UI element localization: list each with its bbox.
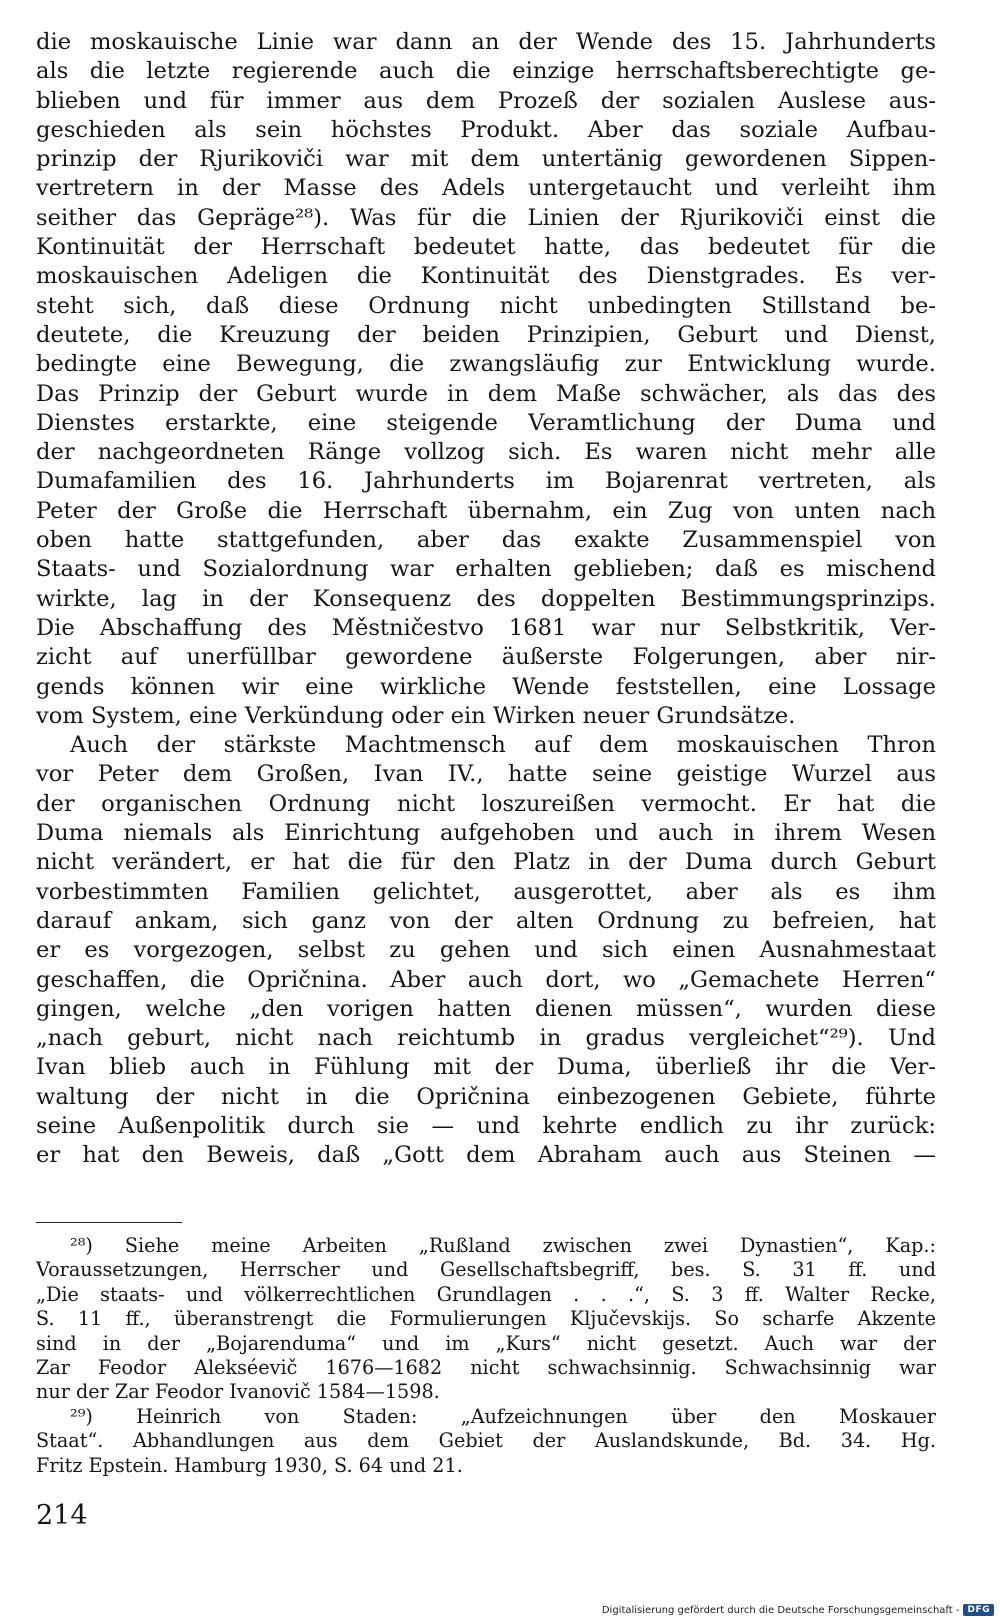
footnotes — [36, 1234, 936, 1478]
text-line: der nachgeordneten Ränge vollzog sich. Es waren nicht mehr alle — [36, 439, 936, 466]
text-line: seither das Gepräge²⁸). Was für die Linien der Rjurikoviči einst die — [36, 204, 936, 231]
text-line: Die Abschaffung des Městničestvo 1681 war nur Selbstkritik, Ver- — [36, 614, 936, 641]
footnote-line: ²⁹) Heinrich von Staden: „Aufzeichnungen über den Moskauer — [70, 1404, 936, 1428]
main-text — [36, 28, 936, 1171]
text-line: moskauischen Adeligen die Kontinuität des Dienstgrades. Es ver- — [36, 263, 936, 290]
page-body — [36, 28, 936, 1171]
text-line: zicht auf unerfüllbar gewordene äußerste Folgerungen, aber nir- — [36, 644, 936, 671]
footnote-line: sind in der „Bojarenduma“ und im „Kurs“ nicht gesetzt. Auch war der — [36, 1331, 936, 1355]
text-line: Ivan blieb auch in Fühlung mit der Duma, überließ ihr die Ver- — [36, 1054, 936, 1081]
text-line: er hat den Beweis, daß „Gott dem Abraham auch aus Steinen — — [36, 1142, 936, 1169]
digitization-credit — [602, 1604, 994, 1616]
text-line: Dienstes erstarkte, eine steigende Veramtlichung der Duma und — [36, 409, 936, 436]
text-line: steht sich, daß diese Ordnung nicht unbedingten Stillstand be- — [36, 292, 936, 319]
text-line: Staats- und Sozialordnung war erhalten geblieben; daß es mischend — [36, 556, 936, 583]
text-line: der organischen Ordnung nicht loszureißen vermocht. Er hat die — [36, 790, 936, 817]
text-line: „nach geburt, nicht nach reichtumb in gradus vergleichet“²⁹). Und — [36, 1025, 936, 1052]
text-line: vertretern in der Masse des Adels untergetaucht und verleiht ihm — [36, 175, 936, 202]
text-line: vor Peter dem Großen, Ivan IV., hatte seine geistige Wurzel aus — [36, 761, 936, 788]
text-line: Duma niemals als Einrichtung aufgehoben und auch in ihrem Wesen — [36, 820, 936, 847]
text-line: seine Außenpolitik durch sie — und kehrte endlich zu ihr zurück: — [36, 1112, 936, 1139]
text-line: geschieden als sein höchstes Produkt. Aber das soziale Aufbau- — [36, 116, 936, 143]
footnote-line: Fritz Epstein. Hamburg 1930, S. 64 und 21. — [36, 1453, 463, 1477]
text-line: Auch der stärkste Machtmensch auf dem moskauischen Thron — [70, 732, 936, 759]
footnote-divider — [36, 1222, 182, 1223]
text-line: prinzip der Rjurikoviči war mit dem untertänig gewordenen Sippen- — [36, 146, 936, 173]
text-line: gends können wir eine wirkliche Wende feststellen, eine Lossage — [36, 673, 936, 700]
dfg-logo-icon: DFG — [963, 1604, 994, 1616]
text-line: bedingte eine Bewegung, die zwangsläufig zur Entwicklung wurde. — [36, 351, 936, 378]
footnote-line: Voraussetzungen, Herrscher und Gesellschaftsbegriff, bes. S. 31 ff. und — [36, 1258, 936, 1282]
text-line: Dumafamilien des 16. Jahrhunderts im Bojarenrat vertreten, als — [36, 468, 936, 495]
text-line: die moskauische Linie war dann an der Wende des 15. Jahrhunderts — [36, 29, 936, 55]
footnote-line: nur der Zar Feodor Ivanovič 1584—1598. — [36, 1380, 440, 1404]
credit-text: Digitalisierung gefördert durch die Deutsche Forschungsgemeinschaft - — [601, 1604, 960, 1616]
text-line: darauf ankam, sich ganz von der alten Ordnung zu befreien, hat — [36, 907, 936, 934]
text-line: deutete, die Kreuzung der beiden Prinzipien, Geburt und Dienst, — [36, 321, 936, 348]
text-line: als die letzte regierende auch die einzige herrschaftsberechtigte ge- — [36, 58, 936, 85]
text-line: Peter der Große die Herrschaft übernahm, ein Zug von unten nach — [36, 497, 936, 524]
text-line: Das Prinzip der Geburt wurde in dem Maße schwächer, als das des — [36, 380, 936, 407]
text-line: Kontinuität der Herrschaft bedeutet hatte, das bedeutet für die — [36, 234, 936, 261]
text-line: waltung der nicht in die Opričnina einbezogenen Gebiete, führte — [36, 1083, 936, 1110]
footnote-line: S. 11 ff., überanstrengt die Formulierungen Ključevskijs. So scharfe Akzente — [36, 1307, 936, 1331]
footnote-line: „Die staats- und völkerrechtlichen Grundlagen . . .“, S. 3 ff. Walter Recke, — [36, 1282, 936, 1306]
footnote-line: Zar Feodor Alekséevič 1676—1682 nicht schwachsinnig. Schwachsinnig war — [36, 1355, 936, 1379]
page-number: 214 — [36, 1500, 88, 1531]
text-line: er es vorgezogen, selbst zu gehen und sich einen Ausnahmestaat — [36, 937, 936, 964]
text-line: oben hatte stattgefunden, aber das exakte Zusammenspiel von — [36, 527, 936, 554]
text-line: nicht verändert, er hat die für den Platz in der Duma durch Geburt — [36, 849, 936, 876]
text-line: vorbestimmten Familien gelichtet, ausgerottet, aber als es ihm — [36, 878, 936, 905]
footnote-line: ²⁸) Siehe meine Arbeiten „Rußland zwischen zwei Dynastien“, Kap.: — [70, 1234, 936, 1257]
footnote-line: Staat“. Abhandlungen aus dem Gebiet der Auslandskunde, Bd. 34. Hg. — [36, 1429, 936, 1453]
text-line: blieben und für immer aus dem Prozeß der sozialen Auslese aus- — [36, 87, 936, 114]
text-line: wirkte, lag in der Konsequenz des doppelten Bestimmungsprinzips. — [36, 585, 936, 612]
text-line: gingen, welche „den vorigen hatten dienen müssen“, wurden diese — [36, 995, 936, 1022]
text-line: vom System, eine Verkündung oder ein Wirken neuer Grundsätze. — [36, 702, 796, 729]
text-line: geschaffen, die Opričnina. Aber auch dort, wo „Gemachete Herren“ — [36, 966, 936, 993]
